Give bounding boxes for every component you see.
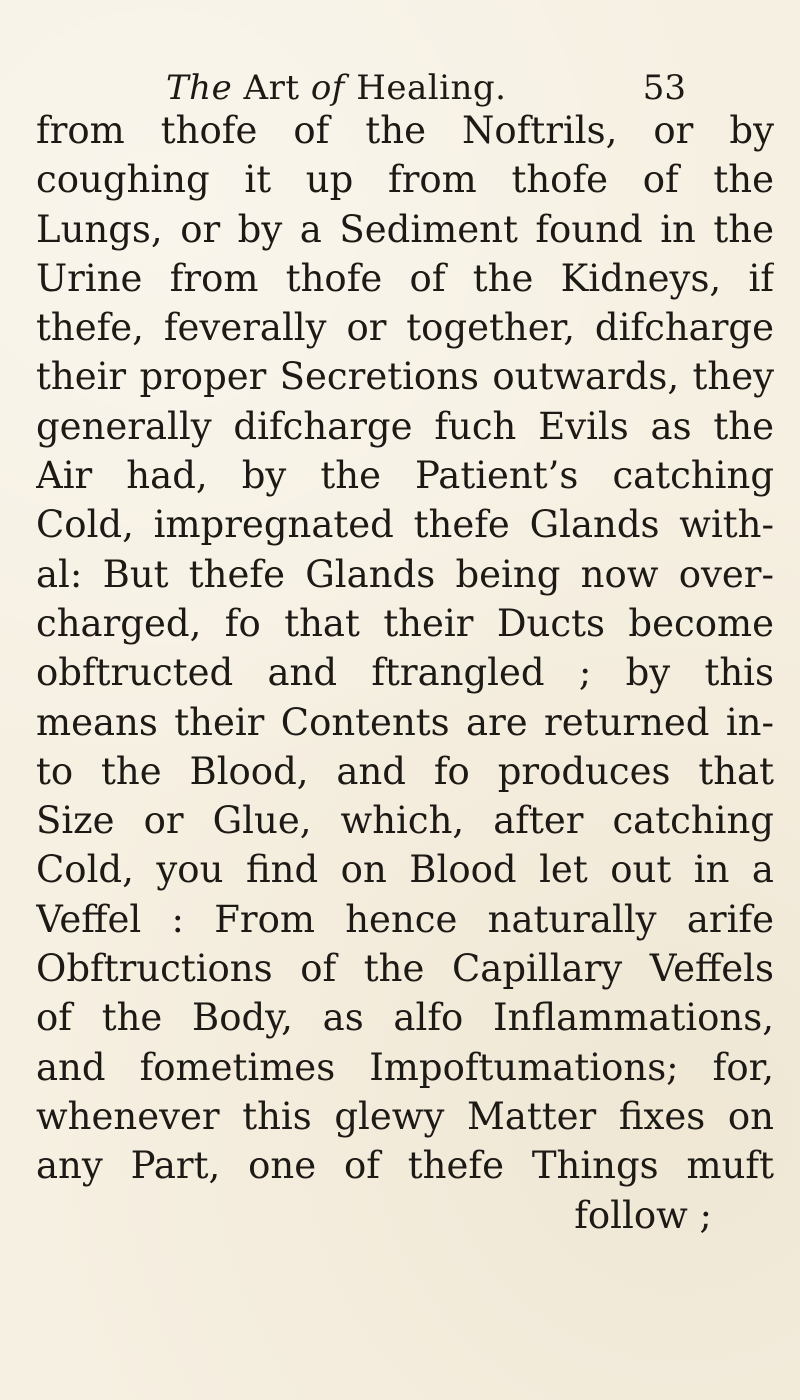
running-title-word-art: Art: [243, 68, 300, 108]
running-title-word-of: of: [310, 68, 345, 108]
text-line: and fometimes Impoftumations; for,: [36, 1045, 774, 1089]
running-title-word-the: The: [166, 68, 233, 108]
text-line: generally difcharge fuch Evils as the: [36, 404, 774, 448]
text-line: charged, fo that their Ducts become: [36, 601, 774, 645]
text-line: means their Contents are returned in-: [36, 700, 774, 744]
text-line: whenever this glewy Matter fixes on: [36, 1094, 774, 1138]
running-title-word-healing: Healing.: [356, 68, 507, 108]
text-line-catchword: follow ;: [574, 1193, 712, 1237]
page-number: 53: [642, 68, 686, 108]
body-text: [36, 106, 774, 1240]
text-line: Veffel : From hence naturally arife: [36, 897, 774, 941]
text-line: from thofe of the Noftrils, or by: [36, 109, 774, 152]
text-line: Cold, you find on Blood let out in a: [36, 848, 774, 892]
text-line: any Part, one of thefe Things muft: [36, 1144, 774, 1188]
running-title: [166, 68, 506, 108]
text-line: Air had, by the Patient’s catching: [36, 454, 774, 498]
text-line: Lungs, or by a Sediment found in the: [36, 207, 774, 251]
text-line: Size or Glue, which, after catching: [36, 799, 774, 843]
text-line: obftructed and ftrangled ; by this: [36, 651, 774, 695]
text-line: Cold, impregnated thefe Glands with-: [36, 503, 774, 547]
text-line: their proper Secretions outwards, they: [36, 355, 774, 399]
text-line: thefe, feverally or together, difcharge: [36, 306, 774, 350]
text-line: al: But thefe Glands being now over-: [36, 552, 774, 596]
text-line: coughing it up from thofe of the: [36, 158, 774, 202]
text-line: to the Blood, and fo produces that: [36, 749, 774, 793]
text-line: of the Body, as alfo Inflammations,: [36, 996, 774, 1040]
text-line: Urine from thofe of the Kidneys, if: [36, 256, 774, 300]
text-line: Obftructions of the Capillary Veffels: [36, 947, 774, 991]
